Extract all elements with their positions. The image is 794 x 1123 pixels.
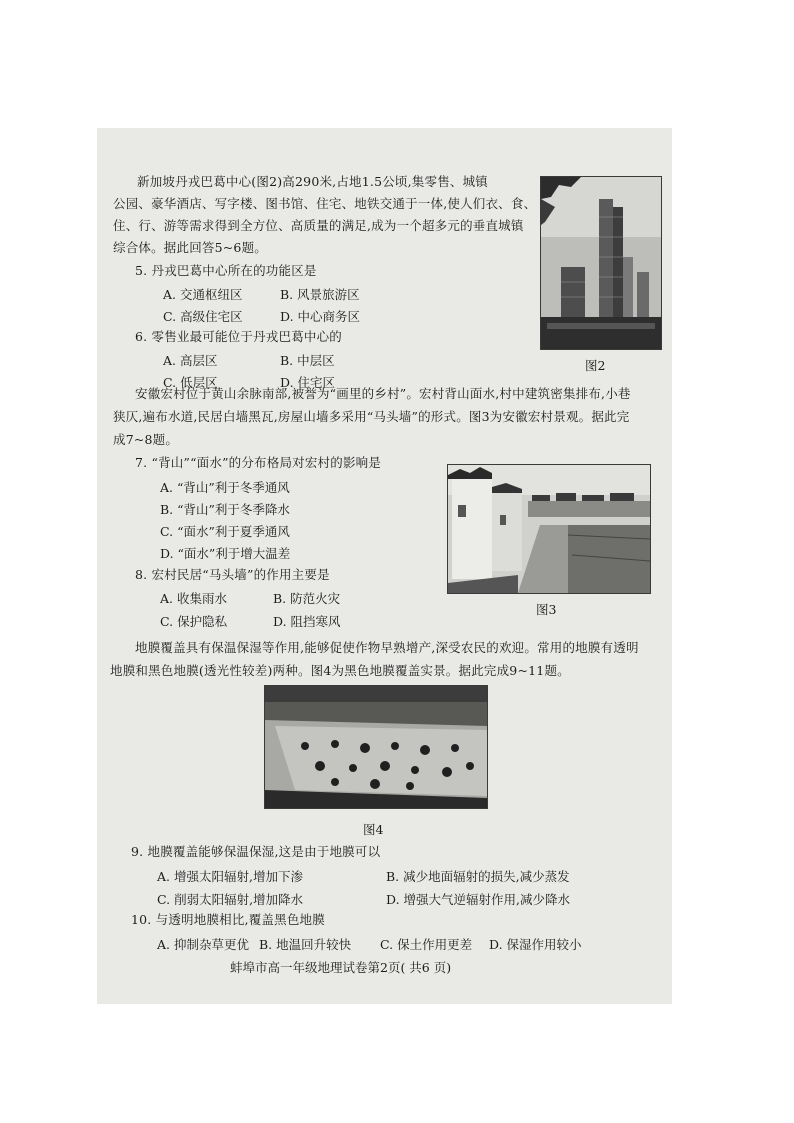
- figure-3-caption: 图3: [536, 602, 557, 617]
- q7-option-a: A. “背山”利于冬季通风: [160, 480, 290, 495]
- q5-option-b: B. 风景旅游区: [280, 287, 360, 302]
- mulch-field-illustration: [265, 686, 487, 808]
- page-footer: 蚌埠市高一年级地理试卷第2页( 共6 页): [230, 960, 452, 975]
- intro1-line1: 新加坡丹戎巴葛中心(图2)高290米,占地1.5公顷,集零售、城镇: [137, 174, 488, 189]
- intro1-line2: 公园、豪华酒店、写字楼、图书馆、住宅、地铁交通于一体,使人们衣、食、: [113, 196, 537, 211]
- exam-page: [97, 128, 672, 1004]
- q7-option-c: C. “面水”利于夏季通风: [160, 524, 290, 539]
- q10-option-c: C. 保土作用更差: [380, 937, 473, 952]
- q10-option-d: D. 保湿作用较小: [489, 937, 582, 952]
- intro3-line1: 地膜覆盖具有保温保湿等作用,能够促使作物早熟增产,深受农民的欢迎。常用的地膜有透明: [135, 640, 639, 655]
- q8-option-a: A. 收集雨水: [160, 591, 227, 606]
- q7-stem: 7. “背山”“面水”的分布格局对宏村的影响是: [135, 455, 382, 470]
- intro3-line2: 地膜和黑色地膜(透光性较差)两种。图4为黑色地膜覆盖实景。据此完成9~11题。: [110, 663, 570, 678]
- q10-option-b: B. 地温回升较快: [259, 937, 352, 952]
- intro2-line1: 安徽宏村位于黄山余脉南部,被誉为“画里的乡村”。宏村背山面水,村中建筑密集排布,小巷: [135, 386, 631, 401]
- q7-option-b: B. “背山”利于冬季降水: [160, 502, 290, 517]
- q5-option-a: A. 交通枢纽区: [163, 287, 243, 302]
- q9-option-b: B. 减少地面辐射的损失,减少蒸发: [386, 869, 570, 884]
- q9-option-d: D. 增强大气逆辐射作用,减少降水: [386, 892, 570, 907]
- q5-option-d: D. 中心商务区: [280, 309, 361, 324]
- figure-2-caption: 图2: [585, 358, 606, 373]
- intro1-line4: 综合体。据此回答5~6题。: [113, 240, 267, 255]
- q10-stem: 10. 与透明地膜相比,覆盖黑色地膜: [131, 912, 325, 927]
- q8-stem: 8. 宏村民居“马头墙”的作用主要是: [135, 567, 330, 582]
- q5-option-c: C. 高级住宅区: [163, 309, 243, 324]
- intro2-line3: 成7~8题。: [113, 432, 179, 447]
- figure-3-photo: [447, 464, 651, 594]
- q8-option-d: D. 阻挡寒风: [273, 614, 341, 629]
- q6-option-b: B. 中层区: [280, 353, 335, 368]
- q6-stem: 6. 零售业最可能位于丹戎巴葛中心的: [135, 329, 343, 344]
- figure-2-photo: [540, 176, 662, 350]
- q5-stem: 5. 丹戎巴葛中心所在的功能区是: [135, 263, 317, 278]
- q7-option-d: D. “面水”利于增大温差: [160, 546, 291, 561]
- q10-option-a: A. 抑制杂草更优: [157, 937, 249, 952]
- q8-option-b: B. 防范火灾: [273, 591, 341, 606]
- q6-option-a: A. 高层区: [163, 353, 218, 368]
- q8-option-c: C. 保护隐私: [160, 614, 228, 629]
- figure-4-photo: [264, 685, 488, 809]
- q9-option-c: C. 削弱太阳辐射,增加降水: [157, 892, 304, 907]
- q9-stem: 9. 地膜覆盖能够保温保湿,这是由于地膜可以: [131, 844, 381, 859]
- figure-4-caption: 图4: [363, 822, 384, 837]
- skyscraper-illustration: [541, 177, 661, 349]
- q6-option-c: C. 低层区: [163, 375, 218, 390]
- intro1-line3: 住、行、游等需求得到全方位、高质量的满足,成为一个超多元的垂直城镇: [113, 218, 524, 233]
- intro2-line2: 狭仄,遍布水道,民居白墙黑瓦,房屋山墙多采用“马头墙”的形式。图3为安徽宏村景观。据此完: [113, 409, 630, 424]
- q9-option-a: A. 增强太阳辐射,增加下渗: [157, 869, 303, 884]
- q6-option-d: D. 住宅区: [280, 375, 336, 390]
- village-illustration: [448, 465, 650, 593]
